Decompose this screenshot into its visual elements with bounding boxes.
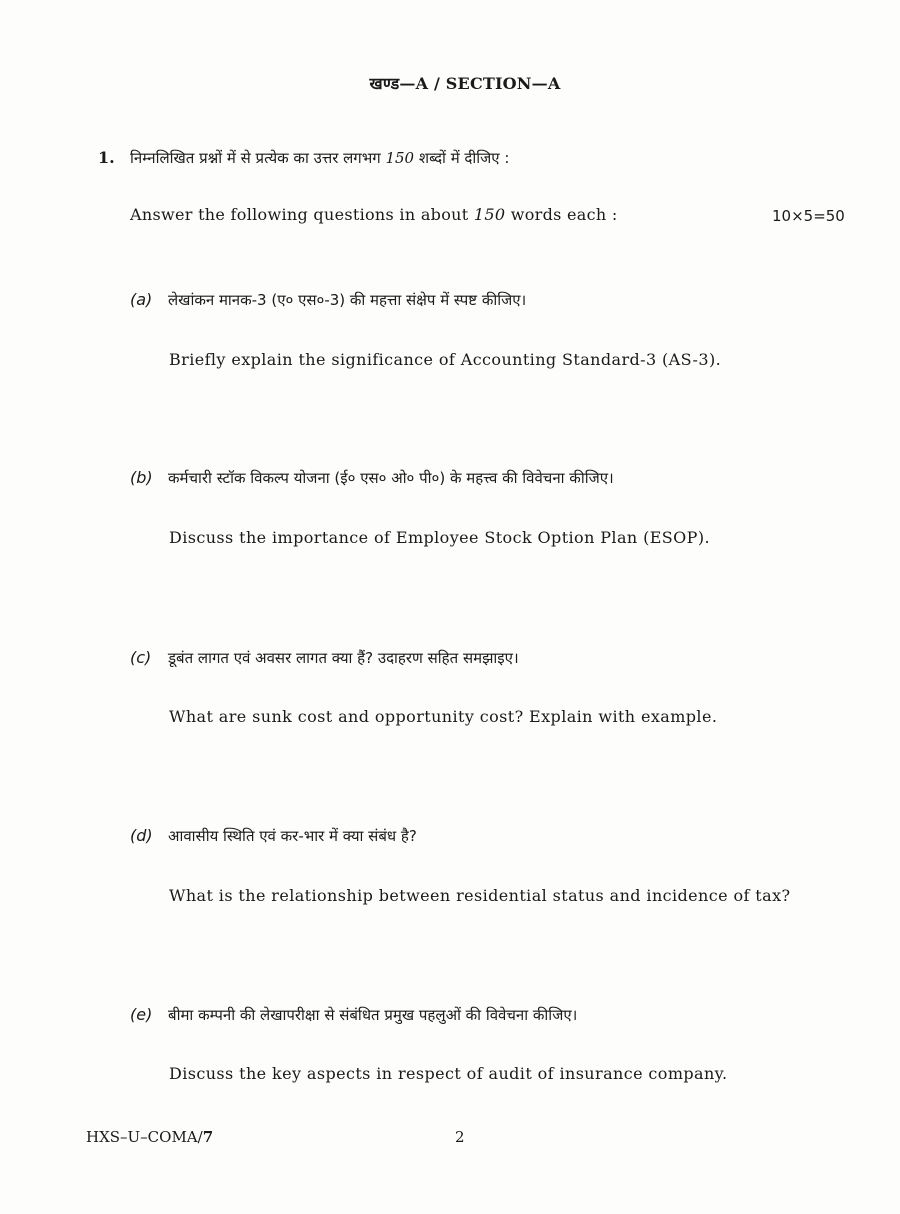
question-instruction-hindi (130, 148, 509, 168)
paper-code-prefix: HXS–U–COMA/ (86, 1128, 203, 1146)
part-c-hindi: डूबंत लागत एवं अवसर लागत क्या हैं? उदाहरण सहित समझाइए। (168, 649, 519, 667)
section-heading (0, 72, 900, 94)
section-heading-english: SECTION—A (445, 74, 561, 93)
instruction-english-word-count: 150 (473, 205, 506, 224)
part-c-english: What are sunk cost and opportunity cost? Explain with example. (169, 707, 718, 726)
question-instruction-english (130, 205, 618, 224)
instruction-hindi-post: शब्दों में दीजिए : (414, 149, 510, 167)
part-a-hindi: लेखांकन मानक-3 (ए० एस०-3) की महत्ता संक्षेप में स्पष्ट कीजिए। (168, 291, 527, 309)
paper-code-suffix: 7 (202, 1128, 214, 1146)
part-e-label: (e) (130, 1005, 153, 1024)
part-b-english: Discuss the importance of Employee Stock Option Plan (ESOP). (169, 528, 710, 547)
part-d-hindi: आवासीय स्थिति एवं कर-भार में क्या संबंध है? (168, 827, 417, 845)
question-number: 1. (98, 148, 115, 167)
part-c-label: (c) (130, 648, 152, 667)
instruction-hindi-pre: निम्नलिखित प्रश्नों में से प्रत्येक का उत्तर लगभग (130, 149, 386, 167)
page-number: 2 (455, 1128, 465, 1146)
instruction-english-post: words each : (505, 205, 618, 224)
part-a-english: Briefly explain the significance of Accounting Standard-3 (AS-3). (169, 350, 722, 369)
instruction-english-pre: Answer the following questions in about (130, 205, 474, 224)
part-b-label: (b) (130, 468, 153, 487)
section-heading-separator: / (428, 74, 446, 93)
part-b-hindi: कर्मचारी स्टॉक विकल्प योजना (ई० एस० ओ० पी०) के महत्त्व की विवेचना कीजिए। (168, 469, 614, 487)
paper-code (86, 1128, 213, 1146)
part-d-label: (d) (130, 826, 153, 845)
part-e-hindi: बीमा कम्पनी की लेखापरीक्षा से संबंधित प्रमुख पहलुओं की विवेचना कीजिए। (168, 1006, 578, 1024)
part-a-label: (a) (130, 290, 153, 309)
question-marks: 10×5=50 (772, 207, 845, 225)
section-heading-hindi: खण्ड—A (369, 74, 429, 93)
instruction-hindi-word-count: 150 (385, 149, 415, 167)
part-e-english: Discuss the key aspects in respect of audit of insurance company. (169, 1064, 728, 1083)
part-d-english: What is the relationship between residential status and incidence of tax? (169, 886, 791, 905)
